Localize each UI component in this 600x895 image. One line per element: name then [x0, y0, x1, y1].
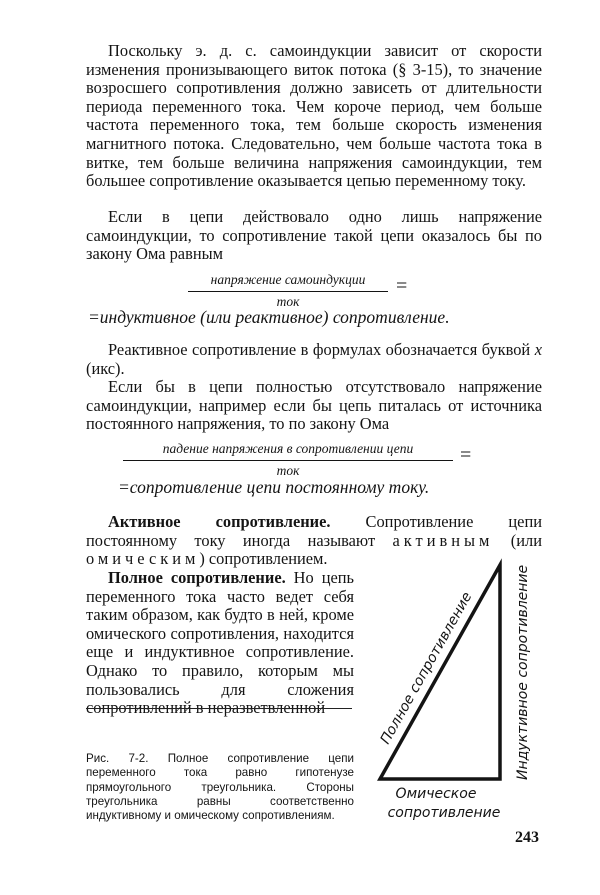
- active-text-end: ) сопротивлением.: [199, 549, 328, 569]
- paragraph-impedance: [86, 569, 354, 718]
- active-text-mid: (или: [493, 530, 542, 550]
- formula-1-fraction: [188, 272, 388, 310]
- impedance-text: Но цепь переменного тока часто ведет себя таким образом, как будто в ней, кроме омического сопротивления, находится еще и индуктивное сопротивление. Однако то правило, которым мы пользовались для сложения сопротивлений в неразветвленной: [86, 568, 354, 718]
- term-ohmic: омическим: [86, 549, 200, 569]
- figure-caption: Рис. 7-2. Полное сопротивление цепи переменного тока равно гипотенузе прямоугольного треугольника. Стороны треугольника равны соответственно индуктивному и омическому сопротивлениям.: [86, 752, 354, 823]
- page-number: 243: [515, 829, 539, 846]
- formula-2-numerator: падение напряжения в сопротивлении цепи: [123, 441, 453, 461]
- paragraph-self-induction: Поскольку э. д. с. самоиндукции зависит от скорости изменения пронизывающего виток потока (§ 3-15), то значение возросшего сопротивления должно зависеть от длительности периода переменного тока. Чем короче период, чем больше частота переменного тока, тем больше скорость изменения магнитного потока. Следовательно, чем больше частота тока в витке, тем больше величина напряжения самоиндукции, тем большее сопротивление оказывается цепью переменному току.: [86, 41, 542, 191]
- paragraph-dc-case: Если бы в цепи полностью отсутствовало напряжение самоиндукции, например если бы цепь питалась от источника постоянного напряжения, то по закону Ома: [86, 377, 542, 434]
- formula-1-equals: =: [396, 275, 408, 297]
- base-label-line2: сопротивление: [387, 805, 501, 821]
- paragraph-ohm-law-intro: Если в цепи действовало одно лишь напряжение самоиндукции, то сопротивление такой цепи оказалось бы по закону Ома равным: [86, 207, 542, 264]
- heading-impedance: Полное сопротивление.: [108, 568, 286, 587]
- formula-2-result: =сопротивление цепи постоянному току.: [118, 477, 430, 497]
- impedance-triangle: [377, 565, 500, 779]
- reactance-text-start: Реактивное сопротивление в формулах обозначается буквой: [108, 340, 535, 359]
- paragraph-reactance-symbol: [86, 341, 542, 378]
- formula-1-denominator: ток: [276, 294, 300, 309]
- formula-2-fraction: [123, 441, 453, 479]
- term-active: активным: [392, 530, 494, 550]
- heading-active-resistance: Активное сопротивление.: [108, 512, 331, 531]
- formula-1-result: =индуктивное (или реактивное) сопротивление.: [88, 307, 450, 327]
- formula-1-numerator: напряжение самоиндукции: [188, 272, 388, 292]
- reactance-variable: x: [534, 340, 542, 359]
- reactance-text-end: (икс).: [86, 358, 125, 378]
- base-label-line1: Омическое: [395, 786, 477, 802]
- active-text: Сопротивление цепи постоянному току иногда называют: [86, 512, 542, 550]
- footnote-divider: [86, 708, 352, 709]
- formula-2-equals: =: [460, 444, 472, 466]
- vertical-side-label: Индуктивное сопротивление: [515, 564, 531, 780]
- impedance-triangle-figure: [360, 552, 550, 822]
- formula-2-denominator: ток: [276, 463, 300, 478]
- hypotenuse-label: Полное сопротивление: [377, 589, 476, 747]
